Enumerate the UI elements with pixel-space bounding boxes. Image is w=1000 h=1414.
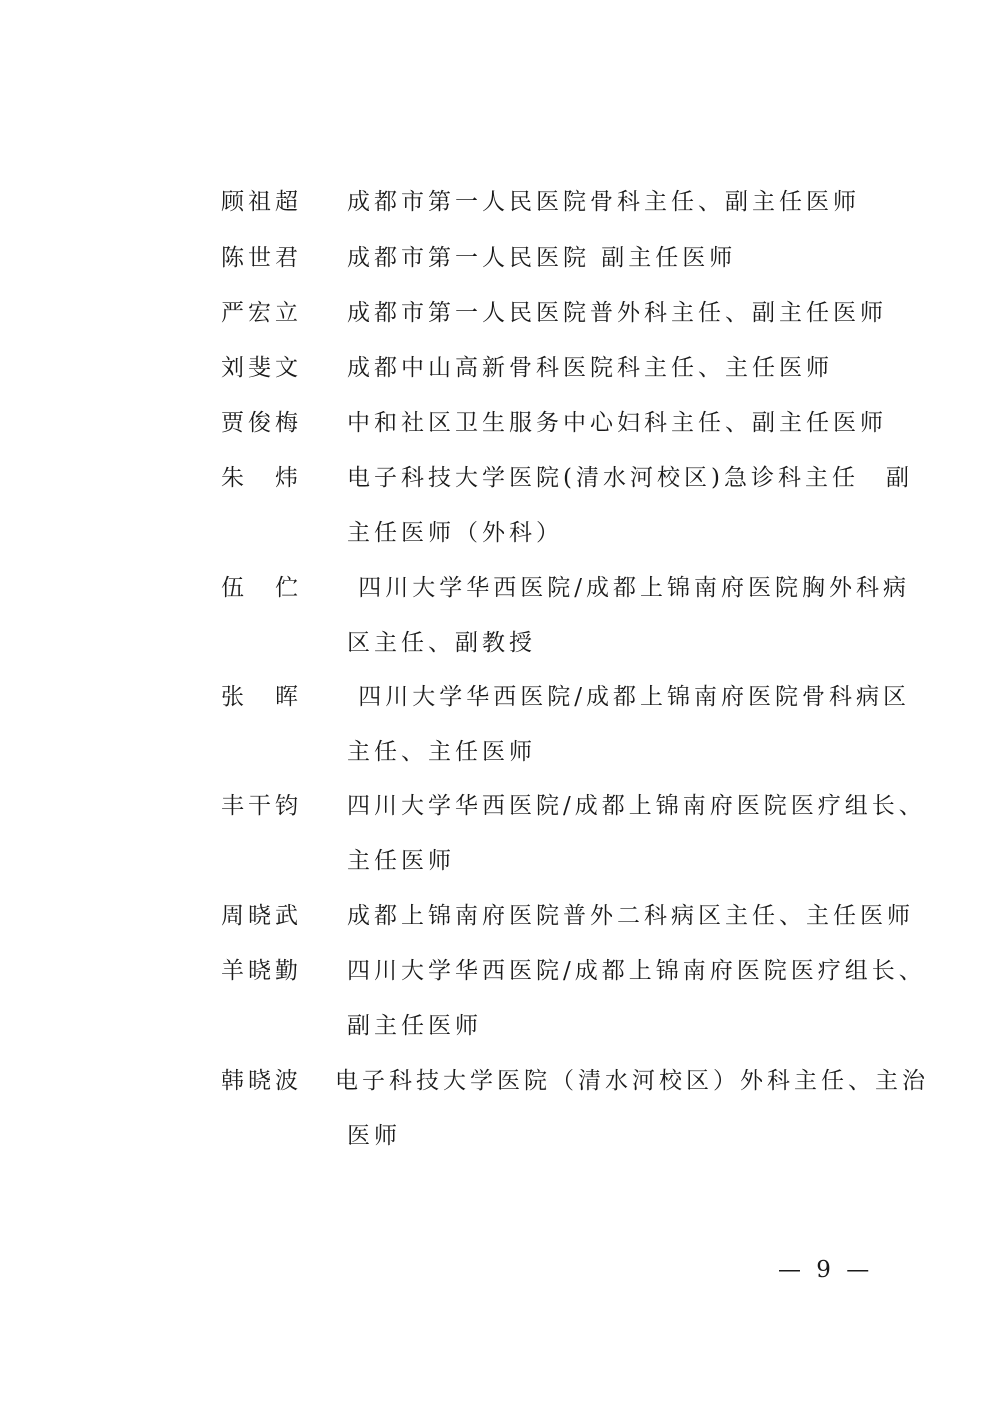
- person-title: [347, 902, 914, 930]
- person-name: 周晓武: [221, 903, 302, 929]
- person-name: 贾俊梅: [221, 410, 302, 436]
- person-name: 羊晓勤: [221, 958, 302, 984]
- person-name: 张 晖: [221, 684, 302, 710]
- person-title-line1: 电子科技大学医院（清水河校区）外科主任、主治: [335, 1068, 929, 1094]
- person-name: 丰干钧: [221, 793, 302, 819]
- person-title: [347, 409, 887, 437]
- person-title: [347, 244, 887, 272]
- person-title-line2: 副主任医师: [347, 1013, 482, 1039]
- person-title-line1: 中和社区卫生服务中心妇科主任、副主任医师: [347, 410, 887, 436]
- person-title: [347, 464, 913, 547]
- person-title-line1: 四川大学华西医院/成都上锦南府医院胸外科病: [347, 575, 911, 601]
- person-title-line2: 主任、主任医师: [347, 739, 536, 765]
- person-title-line1: 四川大学华西医院/成都上锦南府医院医疗组长、: [347, 958, 926, 984]
- person-title-line1: 四川大学华西医院/成都上锦南府医院骨科病区: [347, 684, 911, 710]
- person-title-line1: 成都市第一人民医院 副主任医师: [347, 245, 737, 271]
- person-title: [347, 354, 887, 382]
- person-title-line1: 四川大学华西医院/成都上锦南府医院医疗组长、: [347, 793, 926, 819]
- person-name: 陈世君: [221, 245, 302, 271]
- person-title: [335, 1067, 929, 1150]
- person-title-line1: 成都中山高新骨科医院科主任、主任医师: [347, 355, 833, 381]
- person-title-line1: 电子科技大学医院(清水河校区)急诊科主任 副: [347, 465, 913, 491]
- person-title: [347, 188, 887, 216]
- person-name: 顾祖超: [221, 189, 302, 215]
- person-name: 朱 炜: [221, 465, 302, 491]
- person-title: [347, 683, 911, 766]
- person-title-line2: 区主任、副教授: [347, 630, 536, 656]
- person-title: [347, 792, 926, 875]
- person-title-line2: 主任医师（外科）: [347, 520, 563, 546]
- person-name: 刘斐文: [221, 355, 302, 381]
- person-title: [347, 574, 911, 657]
- person-title-line1: 成都市第一人民医院普外科主任、副主任医师: [347, 300, 887, 326]
- person-title: [347, 957, 926, 1040]
- person-title-line1: 成都上锦南府医院普外二科病区主任、主任医师: [347, 903, 914, 929]
- person-title: [347, 299, 887, 327]
- page-number: — 9 —: [778, 1257, 874, 1283]
- person-name: 韩晓波: [221, 1068, 302, 1094]
- person-title-line2: 主任医师: [347, 848, 455, 874]
- person-name: 严宏立: [221, 300, 302, 326]
- person-title-line2: 医师: [347, 1123, 401, 1149]
- person-title-line1: 成都市第一人民医院骨科主任、副主任医师: [347, 189, 860, 215]
- person-name: 伍 伫: [221, 575, 302, 601]
